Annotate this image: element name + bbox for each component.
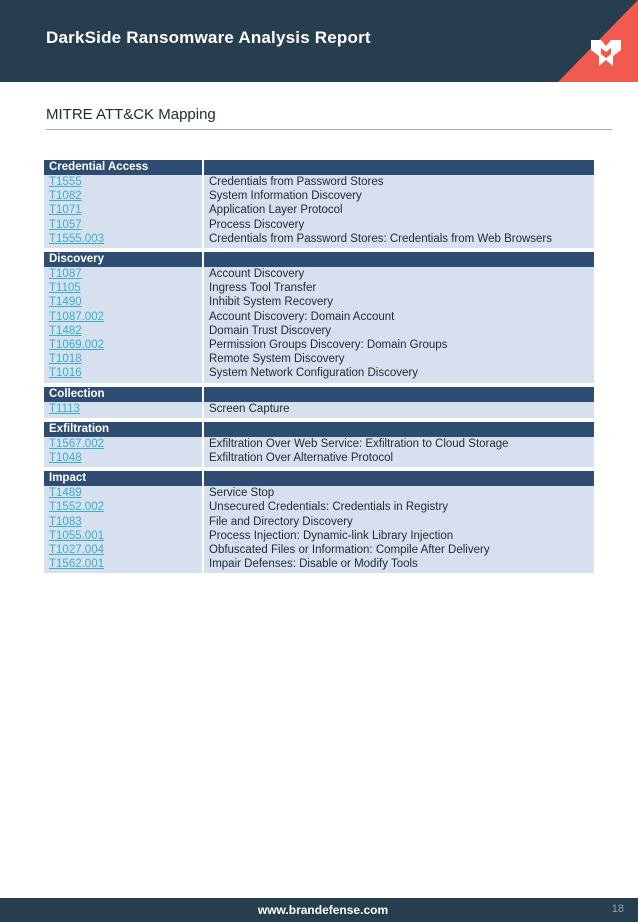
technique-id-link[interactable]: T1555.003 bbox=[49, 232, 104, 245]
tactic-header-empty-cell bbox=[204, 252, 594, 267]
technique-name: Service Stop bbox=[209, 487, 275, 500]
technique-id-link[interactable]: T1048 bbox=[49, 452, 82, 465]
technique-id-link[interactable]: T1105 bbox=[49, 282, 81, 295]
technique-name: Exfiltration Over Web Service: Exfiltration to Cloud Storage bbox=[209, 437, 509, 450]
technique-name: Permission Groups Discovery: Domain Groups bbox=[209, 339, 448, 352]
technique-rows bbox=[44, 486, 594, 573]
technique-name-column bbox=[204, 175, 594, 248]
technique-name: File and Directory Discovery bbox=[209, 515, 353, 528]
technique-id-link[interactable]: T1113 bbox=[49, 402, 80, 415]
technique-name: System Information Discovery bbox=[209, 190, 362, 203]
technique-rows bbox=[44, 175, 594, 248]
technique-name-column bbox=[204, 437, 594, 467]
technique-name: System Network Configuration Discovery bbox=[209, 367, 418, 380]
technique-name-column bbox=[204, 486, 594, 573]
technique-id-link[interactable]: T1082 bbox=[49, 190, 82, 203]
technique-id-link[interactable]: T1489 bbox=[49, 487, 82, 500]
footer-url[interactable]: www.brandefense.com bbox=[257, 903, 389, 917]
technique-id-link[interactable]: T1055.001 bbox=[49, 529, 104, 542]
technique-id-link[interactable]: T1071 bbox=[49, 204, 82, 217]
tactic-header-empty-cell bbox=[204, 387, 594, 402]
tactic-name: Discovery bbox=[44, 252, 204, 267]
report-title: DarkSide Ransomware Analysis Report bbox=[46, 28, 371, 47]
tactic-header-empty-cell bbox=[204, 422, 594, 437]
technique-name: Screen Capture bbox=[209, 402, 290, 415]
technique-rows bbox=[44, 437, 594, 467]
tactic-header-row bbox=[44, 252, 594, 267]
technique-id-link[interactable]: T1027.004 bbox=[49, 544, 104, 557]
technique-rows bbox=[44, 267, 594, 383]
technique-id-link[interactable]: T1567.002 bbox=[49, 437, 104, 450]
technique-id-link[interactable]: T1552.002 bbox=[49, 501, 104, 514]
technique-id-link[interactable]: T1555 bbox=[49, 176, 82, 188]
technique-name: Inhibit System Recovery bbox=[209, 296, 333, 309]
technique-id-column bbox=[44, 486, 204, 573]
technique-id-link[interactable]: T1087.002 bbox=[49, 310, 104, 323]
tactic-header-row bbox=[44, 387, 594, 402]
technique-id-column bbox=[44, 175, 204, 248]
technique-id-link[interactable]: T1018 bbox=[49, 353, 82, 366]
section-divider bbox=[46, 129, 612, 130]
technique-name: Credentials from Password Stores bbox=[209, 176, 384, 188]
technique-name: Account Discovery bbox=[209, 268, 305, 281]
technique-rows bbox=[44, 402, 594, 418]
technique-name: Obfuscated Files or Information: Compile After Delivery bbox=[209, 544, 490, 557]
technique-name: Unsecured Credentials: Credentials in Registry bbox=[209, 501, 449, 514]
technique-name: Remote System Discovery bbox=[209, 353, 345, 366]
technique-name: Process Injection: Dynamic-link Library Injection bbox=[209, 529, 454, 542]
tactic-name: Exfiltration bbox=[44, 422, 204, 437]
technique-name: Process Discovery bbox=[209, 218, 305, 231]
tactic-header-row bbox=[44, 160, 594, 175]
technique-name: Application Layer Protocol bbox=[209, 204, 343, 217]
technique-id-link[interactable]: T1490 bbox=[49, 296, 82, 309]
technique-name: Account Discovery: Domain Account bbox=[209, 310, 395, 323]
technique-name: Exfiltration Over Alternative Protocol bbox=[209, 452, 394, 465]
technique-name-column bbox=[204, 267, 594, 383]
technique-id-column bbox=[44, 267, 204, 383]
tactic-name: Impact bbox=[44, 471, 204, 486]
technique-name-column bbox=[204, 402, 594, 418]
tactic-header-empty-cell bbox=[204, 160, 594, 175]
technique-id-link[interactable]: T1482 bbox=[49, 324, 82, 337]
technique-id-column bbox=[44, 402, 204, 418]
technique-id-link[interactable]: T1057 bbox=[49, 218, 82, 231]
technique-id-column bbox=[44, 437, 204, 467]
technique-id-link[interactable]: T1562.001 bbox=[49, 558, 104, 571]
technique-name: Impair Defenses: Disable or Modify Tools bbox=[209, 558, 418, 571]
technique-id-link[interactable]: T1087 bbox=[49, 268, 82, 281]
technique-name: Domain Trust Discovery bbox=[209, 324, 332, 337]
technique-name: Ingress Tool Transfer bbox=[209, 282, 317, 295]
tactic-name: Collection bbox=[44, 387, 204, 402]
brandefense-logo-icon bbox=[589, 38, 623, 68]
page-number: 18 bbox=[611, 903, 624, 915]
page-footer bbox=[0, 898, 638, 922]
tactic-header-row bbox=[44, 471, 594, 486]
tactic-header-empty-cell bbox=[204, 471, 594, 486]
section-title: MITRE ATT&CK Mapping bbox=[46, 106, 216, 123]
technique-id-link[interactable]: T1016 bbox=[49, 367, 82, 380]
tactic-name: Credential Access bbox=[44, 160, 204, 175]
technique-id-link[interactable]: T1083 bbox=[49, 515, 82, 528]
report-header bbox=[0, 0, 638, 82]
technique-id-link[interactable]: T1069.002 bbox=[49, 339, 104, 352]
technique-name: Credentials from Password Stores: Credentials from Web Browsers bbox=[209, 232, 552, 245]
mitre-mapping-table bbox=[44, 160, 594, 573]
tactic-header-row bbox=[44, 422, 594, 437]
